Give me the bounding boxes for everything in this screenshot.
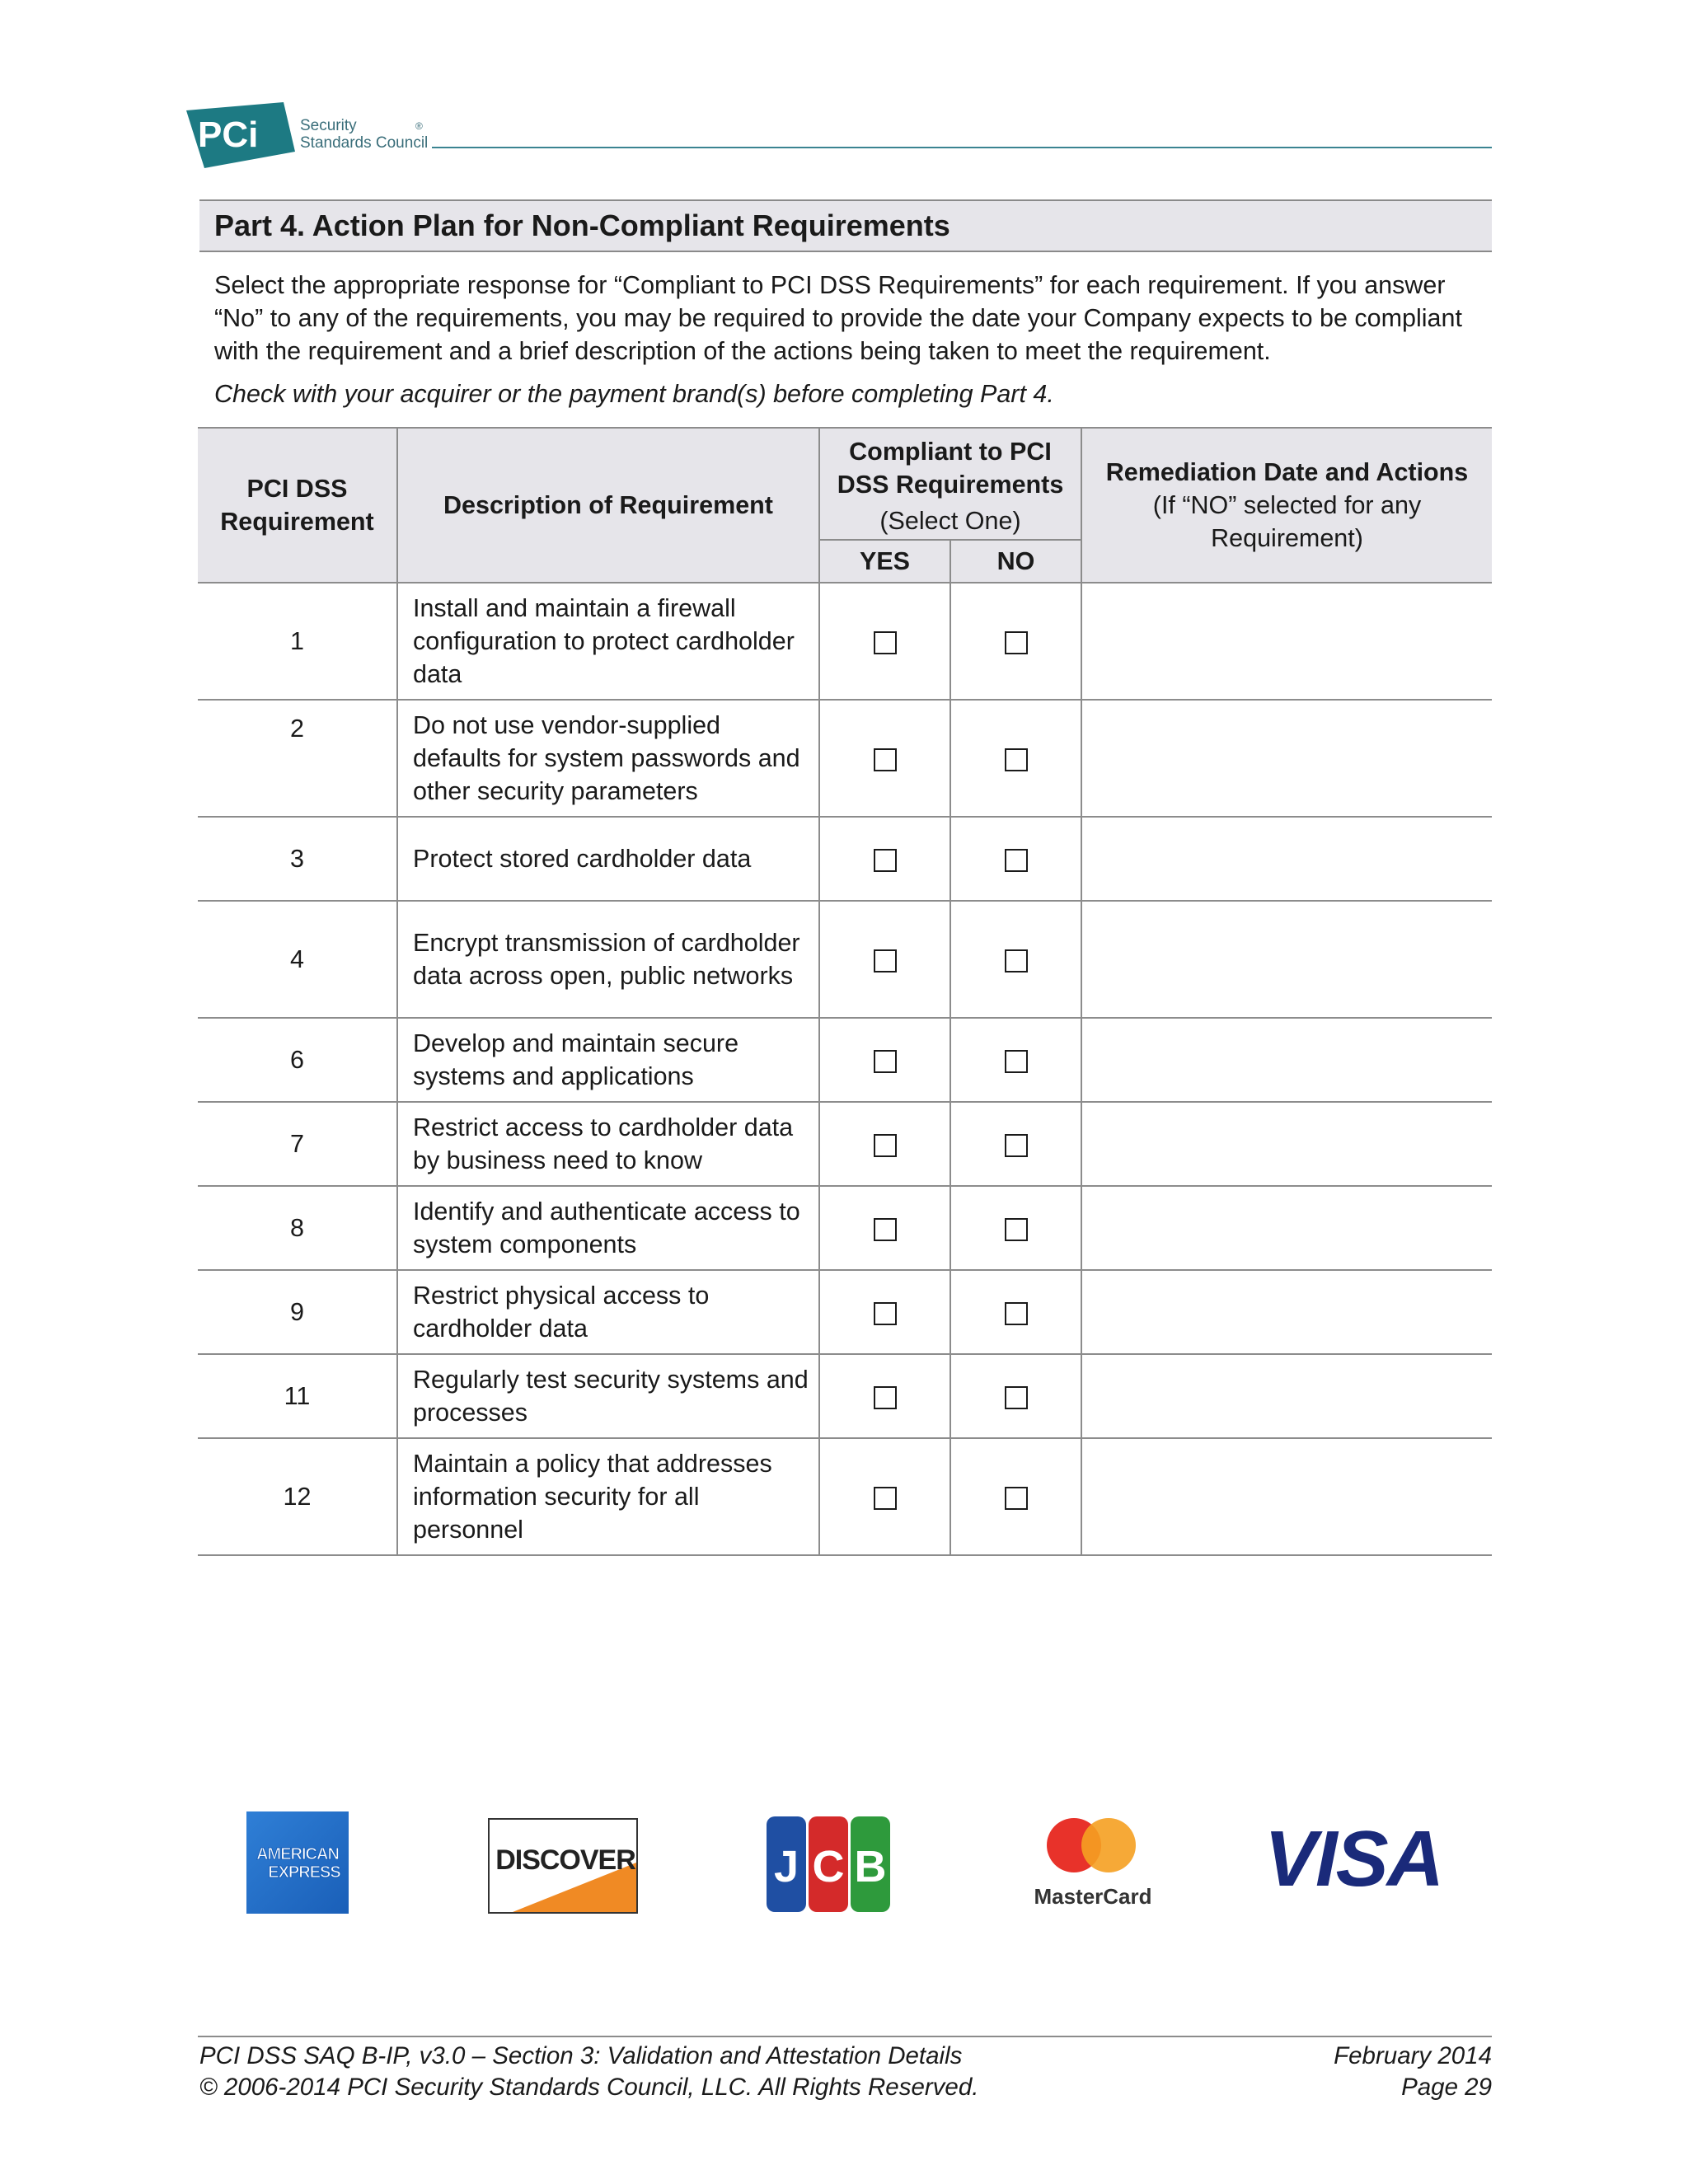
requirement-number: 11 [198,1354,397,1438]
table-row [198,1270,1492,1354]
no-checkbox[interactable] [1005,748,1028,771]
remediation-cell[interactable] [1081,583,1492,700]
header-description: Description of Requirement [397,428,819,583]
no-checkbox[interactable] [1005,1386,1028,1409]
header-remediation-note: (If “NO” selected for any Requirement) [1152,491,1422,552]
logo-line-2: Standards Council [300,134,429,152]
header-remediation [1081,428,1492,583]
no-checkbox[interactable] [1005,1487,1028,1510]
registered-mark: ® [415,120,423,132]
remediation-cell[interactable] [1081,700,1492,817]
discover-logo [488,1818,638,1914]
remediation-cell[interactable] [1081,1354,1492,1438]
requirement-number: 9 [198,1270,397,1354]
no-checkbox[interactable] [1005,849,1028,872]
header-rule [432,147,1492,148]
requirement-description: Do not use vendor-supplied defaults for system passwords and other security parameters [397,700,819,817]
american-express-logo [246,1811,349,1914]
requirement-description: Protect stored cardholder data [397,817,819,901]
yes-checkbox[interactable] [874,1302,897,1325]
section-note: Check with your acquirer or the payment brand(s) before completing Part 4. [214,380,1054,408]
section-intro: Select the appropriate response for “Compliant to PCI DSS Requirements” for each requirement. If you answer “No” to any of the requirements, you may be required to provide the date your Company expects to be compliant with the requirement and a brief description of the actions being taken to meet the requirement. [214,271,1462,365]
svg-text:PCi: PCi [198,115,259,155]
no-checkbox[interactable] [1005,1218,1028,1241]
jcb-letter-c: C [812,1842,845,1891]
requirement-description: Identify and authenticate access to system components [397,1186,819,1270]
amex-line-1: AMERICAN [256,1845,339,1863]
header-requirement: PCI DSS Requirement [198,428,397,583]
footer-left [199,2041,1189,2103]
card-brand-logos [0,1810,1688,1919]
header-no: NO [950,540,1081,583]
remediation-cell[interactable] [1081,1186,1492,1270]
jcb-letter-j: J [773,1842,799,1891]
yes-checkbox[interactable] [874,1487,897,1510]
requirement-number: 7 [198,1102,397,1186]
logo-wordmark [300,117,428,152]
table-row [198,1438,1492,1555]
mastercard-orange-circle [1081,1818,1136,1872]
no-checkbox[interactable] [1005,949,1028,972]
requirement-description: Encrypt transmission of cardholder data across open, public networks [397,901,819,1018]
remediation-cell[interactable] [1081,1438,1492,1555]
requirement-description: Regularly test security systems and processes [397,1354,819,1438]
yes-checkbox[interactable] [874,949,897,972]
remediation-cell[interactable] [1081,1102,1492,1186]
visa-logo: VISA [1264,1815,1443,1903]
header-remediation-title: Remediation Date and Actions [1105,458,1469,486]
requirements-table [198,427,1492,1556]
footer-page-number: Page 29 [1401,2074,1492,2101]
table-row [198,817,1492,901]
table-row [198,700,1492,817]
footer-right [1162,2041,1492,2103]
pci-ssc-logo [186,97,430,173]
table-row [198,1186,1492,1270]
remediation-cell[interactable] [1081,1270,1492,1354]
remediation-cell[interactable] [1081,901,1492,1018]
logo-line-1: Security [300,117,357,134]
yes-checkbox[interactable] [874,1218,897,1241]
pci-logo-icon [186,102,295,168]
requirement-number: 1 [198,583,397,700]
requirement-description: Restrict physical access to cardholder data [397,1270,819,1354]
yes-checkbox[interactable] [874,1134,897,1157]
amex-line-2: EXPRESS [268,1863,340,1882]
header-yes: YES [819,540,950,583]
jcb-letter-b: B [854,1842,887,1891]
footer-date: February 2014 [1334,2042,1492,2069]
requirement-number: 3 [198,817,397,901]
yes-checkbox[interactable] [874,748,897,771]
discover-wordmark: DISCOVER [495,1844,635,1876]
yes-checkbox[interactable] [874,1050,897,1073]
requirement-description: Install and maintain a firewall configuration to protect cardholder data [397,583,819,700]
no-checkbox[interactable] [1005,1134,1028,1157]
jcb-logo [767,1816,890,1912]
requirement-number: 8 [198,1186,397,1270]
header-compliant [819,428,1081,540]
footer-doc-title: PCI DSS SAQ B-IP, v3.0 – Section 3: Validation and Attestation Details [199,2042,963,2069]
mastercard-wordmark: MasterCard [1034,1884,1152,1909]
requirement-description: Maintain a policy that addresses information security for all personnel [397,1438,819,1555]
mastercard-logo [1027,1818,1159,1915]
requirement-number: 4 [198,901,397,1018]
requirement-number: 2 [198,700,397,817]
yes-checkbox[interactable] [874,849,897,872]
table-row [198,583,1492,700]
no-checkbox[interactable] [1005,1050,1028,1073]
footer-rule [198,2036,1492,2037]
header-compliant-title: Compliant to PCI DSS Requirements [837,438,1064,499]
requirement-description: Develop and maintain secure systems and applications [397,1018,819,1102]
requirement-number: 6 [198,1018,397,1102]
header-select-one: (Select One) [879,507,1021,535]
table-row [198,1102,1492,1186]
remediation-cell[interactable] [1081,817,1492,901]
footer-copyright: © 2006-2014 PCI Security Standards Council, LLC. All Rights Reserved. [199,2074,979,2101]
table-row [198,1018,1492,1102]
requirement-number: 12 [198,1438,397,1555]
yes-checkbox[interactable] [874,631,897,654]
table-row [198,901,1492,1018]
requirement-description: Restrict access to cardholder data by business need to know [397,1102,819,1186]
no-checkbox[interactable] [1005,631,1028,654]
no-checkbox[interactable] [1005,1302,1028,1325]
yes-checkbox[interactable] [874,1386,897,1409]
table-row [198,1354,1492,1438]
remediation-cell[interactable] [1081,1018,1492,1102]
section-title: Part 4. Action Plan for Non-Compliant Requirements [199,199,1492,252]
